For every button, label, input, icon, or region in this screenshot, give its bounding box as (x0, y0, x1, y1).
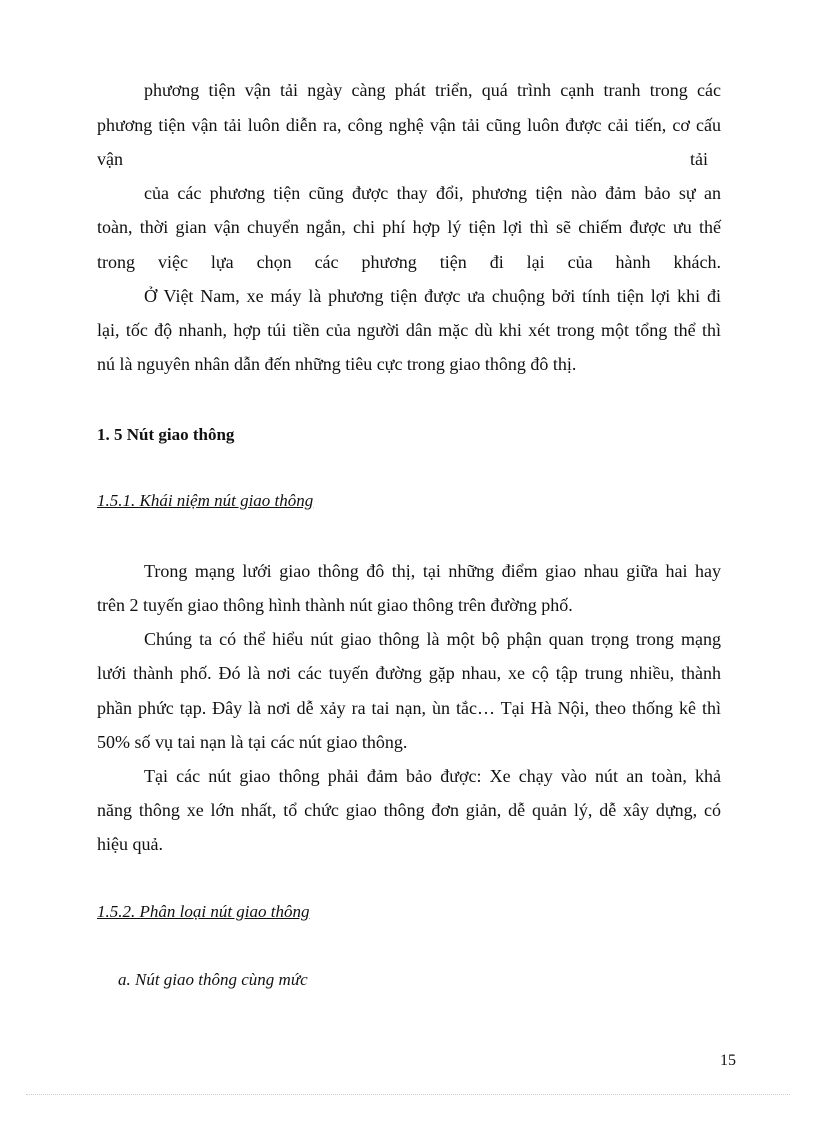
paragraph-line: toàn, thời gian vận chuyển ngắn, chi phí hợp lý tiện lợi thì sẽ chiếm được ưu thế (97, 217, 721, 237)
paragraph-line: Trong mạng lưới giao thông đô thị, tại những điểm giao nhau giữa hai hay (144, 561, 721, 581)
paragraph-line: Tại các nút giao thông phải đảm bảo được: Xe chạy vào nút an toàn, khả (144, 766, 721, 786)
paragraph-line: hiệu quả. (97, 834, 163, 854)
paragraph-line: lại, tốc độ nhanh, hợp túi tiền của người dân mặc dù khi xét trong một tổng thể thì (97, 320, 721, 340)
paragraph-line: năng thông xe lớn nhất, tổ chức giao thông đơn giản, dễ quản lý, dễ xây dựng, có (97, 800, 721, 820)
paragraph-line: vận (97, 149, 123, 169)
paragraph-line: trong việc lựa chọn các phương tiện đi lại của hành khách. (97, 252, 721, 272)
paragraph-line: phần phức tạp. Đây là nơi dễ xảy ra tai nạn, ùn tắc… Tại Hà Nội, theo thống kê thì (97, 698, 721, 718)
paragraph-line: của các phương tiện cũng được thay đổi, phương tiện nào đảm bảo sự an (144, 183, 721, 203)
paragraph-line: trên 2 tuyến giao thông hình thành nút giao thông trên đường phố. (97, 595, 573, 615)
page-bottom-divider (26, 1094, 790, 1095)
subsection-heading: 1.5.2. Phân loại nút giao thông (97, 902, 310, 921)
paragraph-line: Chúng ta có thể hiểu nút giao thông là một bộ phận quan trọng trong mạng (144, 629, 721, 649)
section-heading: 1. 5 Nút giao thông (97, 425, 235, 444)
paragraph-line: phương tiện vận tải ngày càng phát triển, quá trình cạnh tranh trong các (144, 80, 721, 100)
paragraph-line: tải (690, 149, 708, 169)
paragraph-line: Ở Việt Nam, xe máy là phương tiện được ưa chuộng bởi tính tiện lợi khi đi (144, 286, 721, 306)
paragraph-line: 50% số vụ tai nạn là tại các nút giao thông. (97, 732, 408, 752)
paragraph-line: phương tiện vận tải luôn diễn ra, công nghệ vận tải cũng luôn được cải tiến, cơ cấu (97, 115, 721, 135)
paragraph-line: lưới thành phố. Đó là nơi các tuyến đường gặp nhau, xe cộ tập trung nhiều, thành (97, 663, 721, 683)
paragraph-line: nú là nguyên nhân dẫn đến những tiêu cực trong giao thông đô thị. (97, 354, 577, 374)
page-number: 15 (720, 1052, 736, 1069)
list-item-heading: a. Nút giao thông cùng mức (118, 970, 308, 989)
subsection-heading: 1.5.1. Khái niệm nút giao thông (97, 491, 314, 510)
